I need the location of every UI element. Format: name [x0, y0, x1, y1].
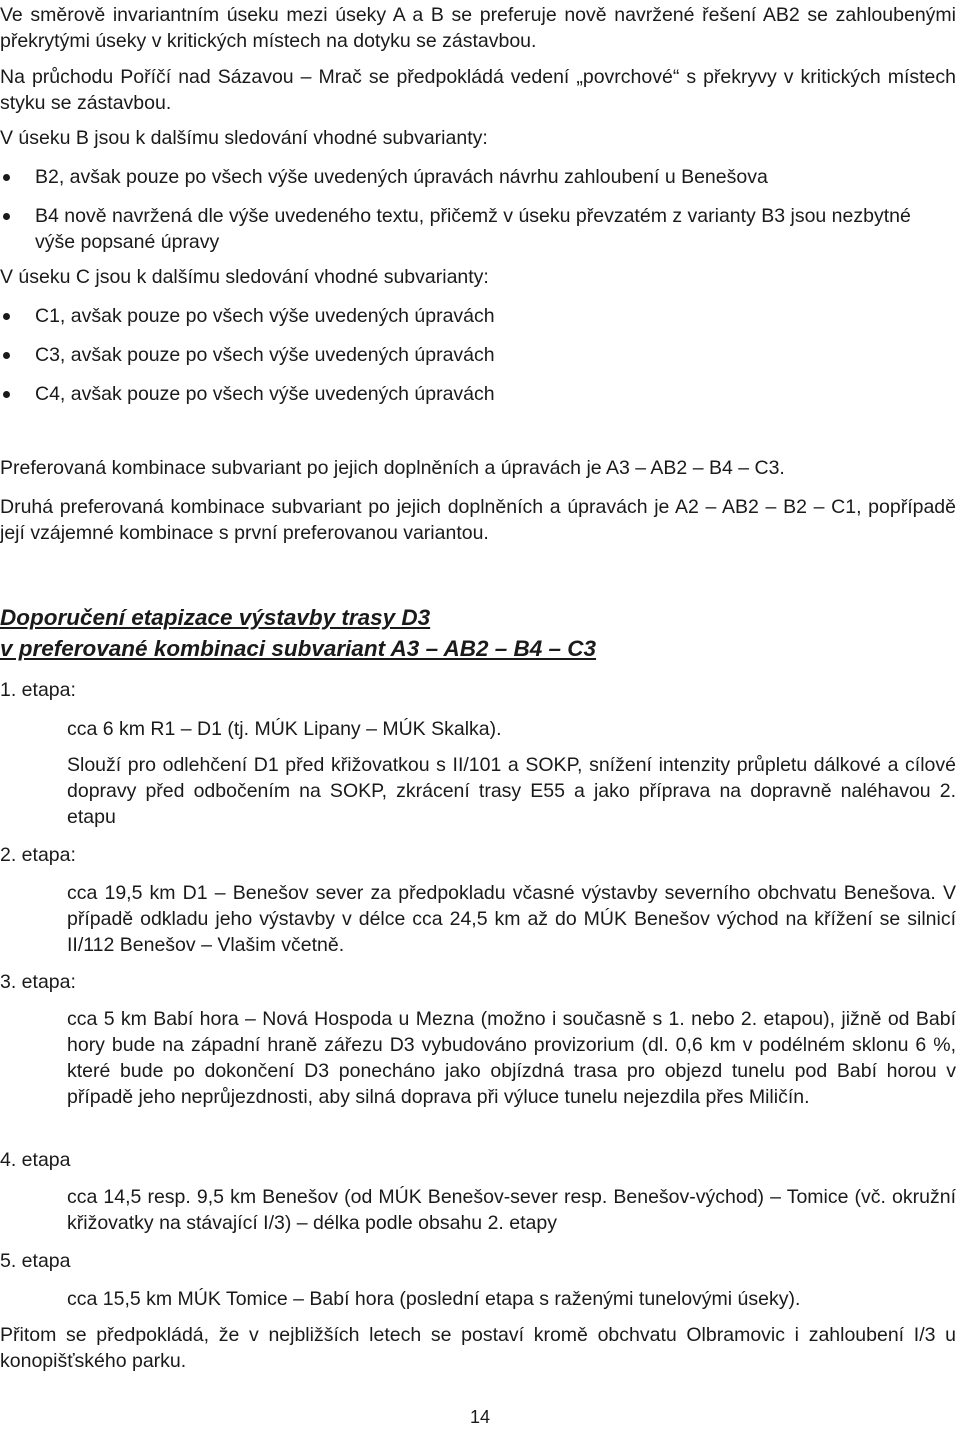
stage-2-label: 2. etapa:	[0, 844, 76, 866]
bullet-icon	[3, 391, 10, 398]
list-item-text: C1, avšak pouze po všech výše uvedených úpravách	[35, 305, 495, 327]
list-item-text: C3, avšak pouze po všech výše uvedených úpravách	[35, 344, 495, 366]
recommendation-title-line-2: v preferované kombinaci subvariant A3 – AB2 – B4 – C3	[0, 636, 597, 661]
list-item	[0, 203, 956, 255]
list-item	[0, 164, 956, 190]
intro-paragraph-2: Na průchodu Poříčí nad Sázavou – Mrač se předpokládá vedení „povrchové“ s překryvy v kritických místech styku se zástavbou.	[0, 66, 956, 114]
second-preferred-combination: Druhá preferovaná kombinace subvariant po jejich doplněních a úpravách je A2 – AB2 – B2 – C1, popřípadě její vzájemné kombinace s první preferovanou variantou.	[0, 496, 956, 544]
bullet-icon	[3, 174, 10, 181]
stage-5-description: cca 15,5 km MÚK Tomice – Babí hora (poslední etapa s raženými tunelovými úseky).	[67, 1288, 801, 1310]
list-item	[0, 303, 956, 329]
stage-2-description: cca 19,5 km D1 – Benešov sever za předpokladu včasné výstavby severního obchvatu Benešova. V případě odkladu jeho výstavby v délce cca 24,5 km až do MÚK Benešov východ na křížení se silnicí II/112 Benešov – Vlašim včetně.	[67, 882, 956, 956]
list-item	[0, 342, 956, 368]
list-item-text: B2, avšak pouze po všech výše uvedených úpravách návrhu zahloubení u Benešova	[35, 166, 768, 188]
stage-4-label: 4. etapa	[0, 1149, 71, 1171]
stage-1-label: 1. etapa:	[0, 679, 76, 701]
bullet-icon	[3, 213, 10, 220]
list-item-text: B4 nově navržená dle výše uvedeného textu, přičemž v úseku převzatém z varianty B3 jsou nezbytné výše popsané úpravy	[35, 205, 911, 253]
list-item-text: C4, avšak pouze po všech výše uvedených úpravách	[35, 383, 495, 405]
bullet-icon	[3, 352, 10, 359]
stage-3-description: cca 5 km Babí hora – Nová Hospoda u Mezna (možno i současně s 1. nebo 2. etapou), jižně od Babí hory bude na západní hraně zářezu D3 vybudováno provizorium (dl. 0,6 km v podélném sklonu 6 %, které bude po dokončení D3 ponecháno jako objízdná trasa pro objezd tunelu pod Babí horou v případě jeho neprůjezdnosti, aby silná doprava při výluce tunelu nejezdila přes Miličín.	[67, 1008, 956, 1108]
stage-1-description: Slouží pro odlehčení D1 před křižovatkou s II/101 a SOKP, snížení intenzity průpletu dálkové a cílové dopravy před odbočením na SOKP, zkrácení trasy E55 a jako příprava na dopravně naléhavou 2. etapu	[67, 754, 956, 828]
recommendation-title-line-1: Doporučení etapizace výstavby trasy D3	[0, 605, 431, 630]
stage-4-description: cca 14,5 resp. 9,5 km Benešov (od MÚK Benešov-sever resp. Benešov-východ) – Tomice (vč. okružní křižovatky na stávající I/3) – délka podle obsahu 2. etapy	[67, 1186, 956, 1234]
preferred-combination: Preferovaná kombinace subvariant po jejich doplněních a úpravách je A3 – AB2 – B4 – C3.	[0, 457, 785, 479]
stage-1-extent: cca 6 km R1 – D1 (tj. MÚK Lipany – MÚK Skalka).	[67, 718, 502, 740]
section-b-heading: V úseku B jsou k dalšímu sledování vhodné subvarianty:	[0, 127, 488, 149]
section-c-heading: V úseku C jsou k dalšímu sledování vhodné subvarianty:	[0, 266, 489, 288]
closing-paragraph: Přitom se předpokládá, že v nejbližších letech se postaví kromě obchvatu Olbramovic i zahloubení I/3 u konopišťského parku.	[0, 1324, 956, 1372]
page-number: 14	[469, 1407, 491, 1427]
stage-5-label: 5. etapa	[0, 1250, 71, 1272]
bullet-icon	[3, 313, 10, 320]
list-item	[0, 381, 956, 407]
stage-3-label: 3. etapa:	[0, 971, 76, 993]
intro-paragraph-1: Ve směrově invariantním úseku mezi úseky A a B se preferuje nově navržené řešení AB2 se zahloubenými překrytými úseky v kritických místech na dotyku se zástavbou.	[0, 4, 956, 52]
